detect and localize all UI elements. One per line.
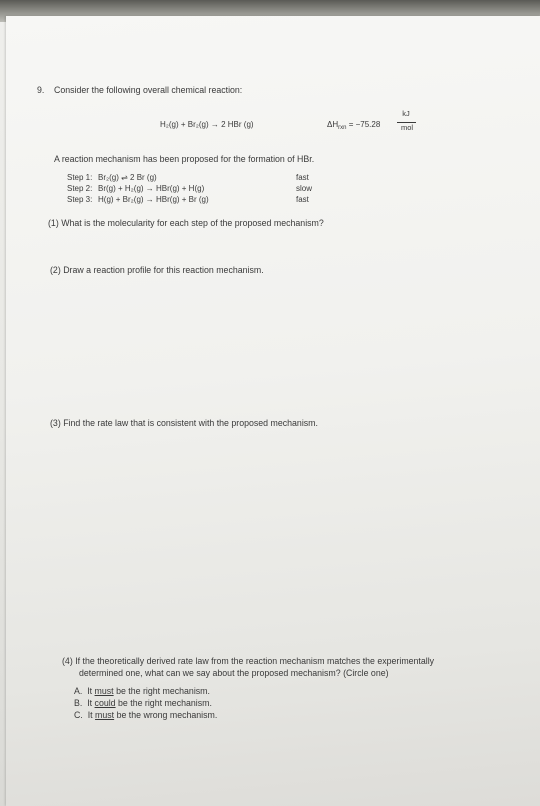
choice-c-letter: C. <box>74 710 83 720</box>
part-4-prompt-line-1: (4) If the theoretically derived rate law from the reaction mechanism matches the experimentally <box>62 656 435 666</box>
choice-a-emphasis: must <box>94 686 114 696</box>
enthalpy-symbol: ΔH <box>327 120 339 129</box>
enthalpy-subscript: rxn <box>338 125 347 131</box>
enthalpy-unit-denominator: mol <box>400 123 414 132</box>
enthalpy-unit-numerator: kJ <box>402 109 410 118</box>
step-1-equation: Br₂(g) ⇌ 2 Br (g) <box>98 173 157 182</box>
mechanism-intro: A reaction mechanism has been proposed for the formation of HBr. <box>54 154 315 164</box>
choice-c-emphasis: must <box>95 710 115 720</box>
part-1-prompt: (1) What is the molecularity for each step of the proposed mechanism? <box>48 218 324 228</box>
worksheet-page <box>6 16 540 806</box>
step-3-label: Step 3: <box>67 195 93 204</box>
question-intro: Consider the following overall chemical reaction: <box>54 85 243 95</box>
part-4-prompt-line-2: determined one, what can we say about the proposed mechanism? (Circle one) <box>79 668 389 678</box>
step-3-equation: H(g) + Br₂(g) → HBr(g) + Br (g) <box>98 195 209 204</box>
step-3-speed: fast <box>296 195 309 204</box>
question-number: 9. <box>37 85 45 95</box>
enthalpy-value: = −75.28 <box>348 120 381 129</box>
part-3-prompt: (3) Find the rate law that is consistent with the proposed mechanism. <box>50 418 318 428</box>
choice-a[interactable]: A. It must be the right mechanism. <box>74 686 210 696</box>
choice-c[interactable]: C. It must be the wrong mechanism. <box>74 710 218 720</box>
overall-reaction: H₂(g) + Br₂(g) → 2 HBr (g) <box>160 120 254 129</box>
step-2-label: Step 2: <box>67 184 93 193</box>
choice-a-letter: A. <box>74 686 83 696</box>
step-2-equation: Br(g) + H₂(g) → HBr(g) + H(g) <box>98 184 205 193</box>
part-2-prompt: (2) Draw a reaction profile for this reaction mechanism. <box>50 265 264 275</box>
step-2-speed: slow <box>296 184 313 193</box>
choice-b[interactable]: B. It could be the right mechanism. <box>74 698 212 708</box>
choice-b-emphasis: could <box>94 698 116 708</box>
step-1-label: Step 1: <box>67 173 93 182</box>
step-1-speed: fast <box>296 173 309 182</box>
choice-b-letter: B. <box>74 698 83 708</box>
